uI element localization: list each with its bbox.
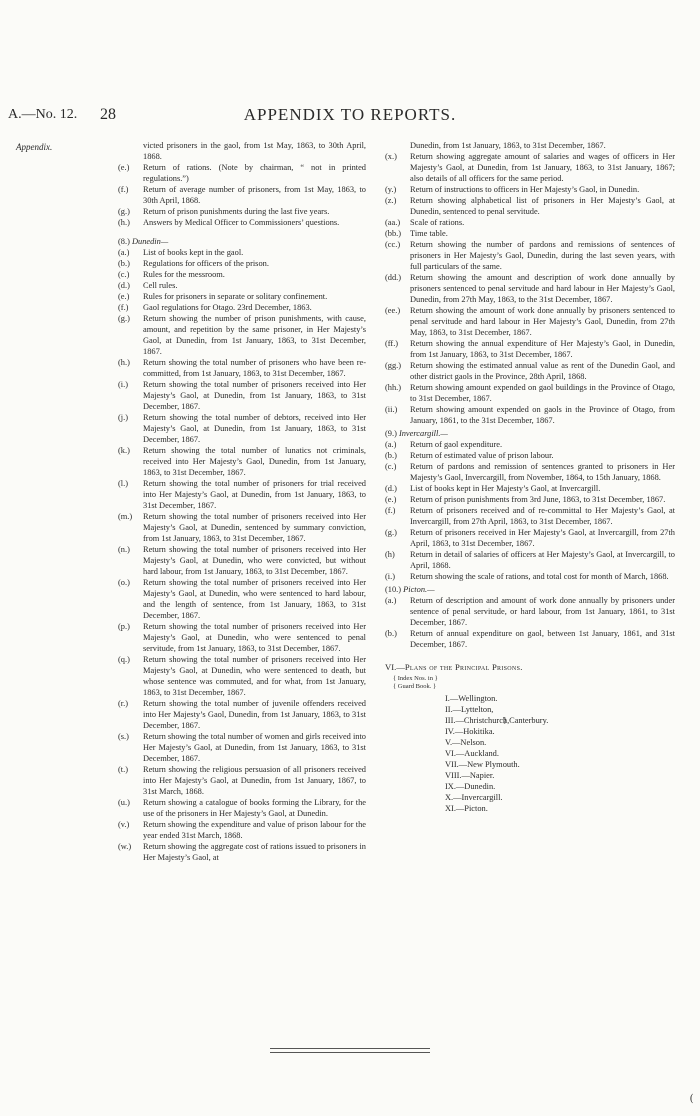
list-item bbox=[118, 357, 366, 379]
page-title: APPENDIX TO REPORTS. bbox=[243, 105, 457, 124]
section-heading: (10.) Picton.— bbox=[385, 585, 435, 594]
plan-item: X.—Invercargill. bbox=[445, 793, 503, 802]
item-label: (h) bbox=[385, 550, 395, 559]
item-label: (a.) bbox=[118, 248, 130, 257]
list-item bbox=[385, 151, 675, 184]
item-text: Return showing the total number of juvenile offenders received into Her Majesty’s Gaol, Dunedin, from 1st January, 1863, to 31st December, 1867. bbox=[143, 699, 366, 730]
corner-mark: ( bbox=[690, 1093, 694, 1104]
list-item bbox=[118, 217, 366, 228]
list-item bbox=[385, 404, 675, 426]
list-item bbox=[385, 549, 675, 571]
item-label: (ee.) bbox=[385, 306, 401, 315]
item-label: (b.) bbox=[385, 629, 397, 638]
section-picton bbox=[385, 584, 675, 650]
list-item bbox=[385, 494, 675, 505]
section-heading: (8.) Dunedin— bbox=[118, 237, 169, 246]
list-item bbox=[385, 595, 675, 628]
item-text: victed prisoners in the gaol, from 1st May, 1863, to 30th April, 1868. bbox=[143, 141, 366, 161]
item-text: Return showing the estimated annual value as rent of the Dunedin Gaol, and other district gaols in the Province, 28th April, 1868. bbox=[410, 361, 675, 381]
list-item bbox=[385, 382, 675, 404]
document-reference: A.—No. 12. bbox=[8, 107, 78, 122]
item-label: (o.) bbox=[118, 578, 130, 587]
item-text: Answers by Medical Officer to Commissioners’ questions. bbox=[143, 218, 340, 227]
item-text: Time table. bbox=[410, 229, 448, 238]
item-text: List of books kept in Her Majesty’s Gaol, at Invercargill. bbox=[410, 484, 601, 493]
list-item bbox=[118, 247, 366, 258]
item-label: (j.) bbox=[118, 413, 128, 422]
item-text: Return of instructions to officers in Her Majesty’s Gaol, in Dunedin. bbox=[410, 185, 640, 194]
item-text: Return of prisoners received and of re-committal to Her Majesty’s Gaol, at Invercargill, from 27th April, 1863, to 31st December, 1867. bbox=[410, 506, 675, 526]
item-label: (x.) bbox=[385, 152, 397, 161]
item-text: Return of estimated value of prison labour. bbox=[410, 451, 554, 460]
item-text: Return of prison punishments during the last five years. bbox=[143, 207, 330, 216]
list-item bbox=[118, 654, 366, 698]
list-item bbox=[118, 184, 366, 206]
plan-item: VIII.—Napier. bbox=[445, 771, 495, 780]
list-item bbox=[385, 360, 675, 382]
list-item bbox=[118, 140, 366, 162]
item-text: Return showing the number of pardons and remissions of sentences of prisoners in Her Majesty’s Gaol, Dunedin, during the last seven years, with full particulars of the same. bbox=[410, 240, 675, 271]
list-item bbox=[118, 412, 366, 445]
item-text: Return showing the total number of prisoners received into Her Majesty’s Gaol, at Dunedin, who were sentenced to hard labour, and the length of sentence, from 1st January, 1863, to 31st December, 1867. bbox=[143, 578, 366, 620]
list-item bbox=[385, 450, 675, 461]
list-item bbox=[385, 272, 675, 305]
plan-item: VI.—Auckland. bbox=[445, 749, 499, 758]
item-text: Scale of rations. bbox=[410, 218, 465, 227]
list-item bbox=[118, 731, 366, 764]
list-item bbox=[118, 206, 366, 217]
list-item bbox=[385, 461, 675, 483]
list-item bbox=[118, 698, 366, 731]
item-label: (d.) bbox=[385, 484, 397, 493]
item-label: (a.) bbox=[385, 440, 397, 449]
list-item bbox=[385, 217, 675, 228]
section-dunedin bbox=[118, 236, 366, 863]
item-text: Return showing alphabetical list of prisoners in Her Majesty’s Gaol, at Dunedin, sentenced to penal servitude. bbox=[410, 196, 675, 216]
section-heading: (9.) Invercargill.— bbox=[385, 429, 448, 438]
plans-heading: VI.—Plans of the Principal Prisons. bbox=[385, 662, 523, 672]
item-label: (g.) bbox=[118, 314, 130, 323]
item-text: Return showing the amount and description of work done annually by prisoners sentenced to penal servitude and hard labour in Her Majesty’s Gaol, Dunedin, from 27th May, 1863, to the 31st December, 1867. bbox=[410, 273, 675, 304]
item-label: (t.) bbox=[118, 765, 128, 774]
index-note: { Index Nos. in } { Guard Book. } bbox=[393, 675, 438, 690]
item-text: Return of pardons and remission of sentences granted to prisoners in Her Majesty’s Gaol, Invercargill, from November, 1864, to 15th January, 1868. bbox=[410, 462, 675, 482]
item-text: Return showing the total number of prisoners received into Her Majesty’s Gaol, at Dunedin, who were sentenced to penal servitude, from 1st January, 1863, to 31st December, 1867. bbox=[143, 622, 366, 653]
section-invercargill bbox=[385, 428, 675, 582]
item-text: Return showing the total number of lunatics not criminals, received into Her Majesty’s Gaol, Dunedin, from 1st January, 1863, to 31st December, 1867. bbox=[143, 446, 366, 477]
item-label: (r.) bbox=[118, 699, 128, 708]
item-label: (z.) bbox=[385, 196, 397, 205]
item-label: (bb.) bbox=[385, 229, 402, 238]
list-item bbox=[118, 258, 366, 269]
item-text: Return showing the total number of prisoners received into Her Majesty’s Gaol, at Dunedin, from 1st January, 1863, to 31st December, 1867. bbox=[143, 380, 366, 411]
list-item bbox=[385, 571, 675, 582]
item-text: Return of annual expenditure on gaol, between 1st January, 1861, and 31st December, 1867. bbox=[410, 629, 675, 649]
list-item bbox=[385, 483, 675, 494]
item-label: (k.) bbox=[118, 446, 130, 455]
item-label: (hh.) bbox=[385, 383, 402, 392]
item-label: (h.) bbox=[118, 218, 130, 227]
item-text: Return showing the total number of debtors, received into Her Majesty’s Gaol, at Dunedin, from 1st January, 1863, to 31st December, 1867. bbox=[143, 413, 366, 444]
item-text: Return of prisoners received in Her Majesty’s Gaol, at Invercargill, from 27th April, 1863, to 31st December, 1867. bbox=[410, 528, 675, 548]
item-label: (q.) bbox=[118, 655, 130, 664]
continued-text: Dunedin, from 1st January, 1863, to 31st December, 1867. bbox=[410, 141, 606, 150]
list-item bbox=[118, 445, 366, 478]
canterbury-brace: } Canterbury. bbox=[503, 716, 549, 725]
item-label: (e.) bbox=[118, 163, 130, 172]
item-label: (b.) bbox=[385, 451, 397, 460]
list-item bbox=[385, 527, 675, 549]
item-label: (s.) bbox=[118, 732, 129, 741]
plans-list bbox=[385, 693, 675, 814]
item-label: (cc.) bbox=[385, 240, 401, 249]
item-text: Return showing the expenditure and value of prison labour for the year ended 31st March, 1868. bbox=[143, 820, 366, 840]
item-label: (i.) bbox=[385, 572, 395, 581]
item-text: Return of average number of prisoners, from 1st May, 1863, to 30th April, 1868. bbox=[143, 185, 366, 205]
list-item bbox=[118, 302, 366, 313]
list-item bbox=[118, 819, 366, 841]
item-label: (a.) bbox=[385, 596, 397, 605]
item-text: Regulations for officers of the prison. bbox=[143, 259, 269, 268]
left-column bbox=[118, 140, 366, 863]
list-item bbox=[118, 162, 366, 184]
item-text: Return showing the total number of prisoners for trial received into Her Majesty’s Gaol, at Dunedin, from 1st January, 1863, to 31st December, 1867. bbox=[143, 479, 366, 510]
item-text: Return showing the amount of work done annually by prisoners sentenced to penal servitude and hard labour in Her Majesty’s Gaol, Dunedin, from 27th May, 1863, to 31st December, 1867. bbox=[410, 306, 675, 337]
end-rule bbox=[270, 1052, 430, 1053]
item-label: (ii.) bbox=[385, 405, 398, 414]
page-header bbox=[0, 105, 700, 129]
list-item bbox=[118, 291, 366, 302]
list-item bbox=[385, 338, 675, 360]
list-item bbox=[118, 764, 366, 797]
item-label: (c.) bbox=[118, 270, 130, 279]
item-text: Cell rules. bbox=[143, 281, 178, 290]
item-label: (g.) bbox=[385, 528, 397, 537]
list-item bbox=[118, 280, 366, 291]
plan-item: IV.—Hokitika. bbox=[445, 727, 495, 736]
list-item bbox=[385, 228, 675, 239]
plan-item: II.—Lyttelton, bbox=[445, 705, 494, 714]
list-item bbox=[118, 621, 366, 654]
item-label: (e.) bbox=[118, 292, 130, 301]
list-item bbox=[118, 269, 366, 280]
item-label: (i.) bbox=[118, 380, 128, 389]
item-text: Return showing aggregate amount of salaries and wages of officers in Her Majesty’s Gaol, at Dunedin, from 1st January, 1863, to 31st January, 1867; also details of all officers for the same period. bbox=[410, 152, 675, 183]
list-item bbox=[118, 511, 366, 544]
item-label: (v.) bbox=[118, 820, 130, 829]
end-rule bbox=[270, 1048, 430, 1049]
list-item bbox=[385, 305, 675, 338]
item-text: Return showing the annual expenditure of Her Majesty’s Gaol, in Dunedin, from 1st January, 1863, to 31st December, 1867. bbox=[410, 339, 675, 359]
item-label: (f.) bbox=[118, 303, 129, 312]
item-label: (gg.) bbox=[385, 361, 402, 370]
item-text: Return showing the religious persuasion of all prisoners received into Her Majesty’s Gaol, at Dunedin, from 1st January, 1867, to 31st March, 1868. bbox=[143, 765, 366, 796]
item-label: (y.) bbox=[385, 185, 397, 194]
item-text: Return showing the scale of rations, and total cost for month of March, 1868. bbox=[410, 572, 669, 581]
item-label: (f.) bbox=[385, 506, 396, 515]
list-item bbox=[385, 184, 675, 195]
item-text: Return showing the total number of prisoners received into Her Majesty’s Gaol, at Dunedin, who were convicted, but without hard labour, from 1st January, 1863, to 31st December, 1867. bbox=[143, 545, 366, 576]
item-label: (aa.) bbox=[385, 218, 401, 227]
plan-item: VII.—New Plymouth. bbox=[445, 760, 520, 769]
page-number: 28 bbox=[100, 106, 116, 123]
side-note: Appendix. bbox=[16, 142, 53, 152]
list-item bbox=[118, 841, 366, 863]
item-text: Rules for the messroom. bbox=[143, 270, 225, 279]
list-item bbox=[385, 239, 675, 272]
list-item bbox=[385, 505, 675, 527]
list-item bbox=[385, 195, 675, 217]
item-text: Return in detail of salaries of officers at Her Majesty’s Gaol, at Invercargill, to April, 1868. bbox=[410, 550, 675, 570]
plan-item: V.—Nelson. bbox=[445, 738, 487, 747]
plan-item: III.—Christchurch, bbox=[445, 716, 510, 725]
item-text: Return of rations. (Note by chairman, “ not in printed regulations.”) bbox=[143, 163, 366, 183]
list-item bbox=[118, 797, 366, 819]
item-text: Rules for prisoners in separate or solitary confinement. bbox=[143, 292, 328, 301]
item-label: (n.) bbox=[118, 545, 130, 554]
item-label: (c.) bbox=[385, 462, 397, 471]
list-item bbox=[118, 313, 366, 357]
item-text: Gaol regulations for Otago. 23rd December, 1863. bbox=[143, 303, 312, 312]
item-label: (f.) bbox=[118, 185, 129, 194]
plan-item: XI.—Picton. bbox=[445, 804, 488, 813]
item-text: Return showing a catalogue of books forming the Library, for the use of the prisoners in Her Majesty’s Gaol, at Dunedin. bbox=[143, 798, 366, 818]
list-item bbox=[118, 544, 366, 577]
right-column bbox=[385, 140, 675, 814]
item-text: List of books kept in the gaol. bbox=[143, 248, 244, 257]
item-text: Return showing the total number of prisoners who have been re-committed, from 1st January, 1863, to 31st December, 1867. bbox=[143, 358, 366, 378]
item-label: (p.) bbox=[118, 622, 130, 631]
item-label: (m.) bbox=[118, 512, 133, 521]
list-item bbox=[118, 379, 366, 412]
item-text: Return showing amount expended on gaol buildings in the Province of Otago, to 31st December, 1867. bbox=[410, 383, 675, 403]
plan-item: I.—Wellington. bbox=[445, 694, 498, 703]
item-label: (dd.) bbox=[385, 273, 402, 282]
item-label: (b.) bbox=[118, 259, 130, 268]
item-text: Return showing the total number of women and girls received into Her Majesty’s Gaol, at Dunedin, from 1st January, 1863, to 31st December, 1867. bbox=[143, 732, 366, 763]
plan-item: IX.—Dunedin. bbox=[445, 782, 496, 791]
item-text: Return showing the aggregate cost of rations issued to prisoners in Her Majesty’s Gaol, at bbox=[143, 842, 366, 862]
item-text: Return of gaol expenditure. bbox=[410, 440, 503, 449]
item-label: (e.) bbox=[385, 495, 397, 504]
item-label: (ff.) bbox=[385, 339, 399, 348]
item-text: Return showing the number of prison punishments, with cause, amount, and repetition by the same prisoner, in Her Majesty’s Gaol, at Dunedin, from 1st January, 1863, to 31st December, 1867. bbox=[143, 314, 366, 356]
item-label: (h.) bbox=[118, 358, 130, 367]
item-label: (u.) bbox=[118, 798, 130, 807]
item-label: (w.) bbox=[118, 842, 132, 851]
item-label: (d.) bbox=[118, 281, 130, 290]
item-label: (g.) bbox=[118, 207, 130, 216]
item-text: Return showing the total number of prisoners received into Her Majesty’s Gaol, at Dunedin, who were sentenced to death, but whose sentence was commuted, and for what, from 1st January, 1863, to 31st December, 1867. bbox=[143, 655, 366, 697]
item-text: Return showing the total number of prisoners received into Her Majesty’s Gaol, at Dunedin, sentenced by summary conviction, from 1st January, 1863, to 31st December, 1867. bbox=[143, 512, 366, 543]
list-item bbox=[385, 439, 675, 450]
item-text: Return of description and amount of work done annually by prisoners under sentence of penal servitude, or hard labour, from 1st January, 1861, to 31st December, 1867. bbox=[410, 596, 675, 627]
list-item bbox=[385, 628, 675, 650]
item-text: Return showing amount expended on gaols in the Province of Otago, from January, 1861, to the 31st December, 1867. bbox=[410, 405, 675, 425]
list-item bbox=[118, 577, 366, 621]
item-label: (l.) bbox=[118, 479, 128, 488]
item-text: Return of prison punishments from 3rd June, 1863, to 31st December, 1867. bbox=[410, 495, 666, 504]
list-item bbox=[118, 478, 366, 511]
